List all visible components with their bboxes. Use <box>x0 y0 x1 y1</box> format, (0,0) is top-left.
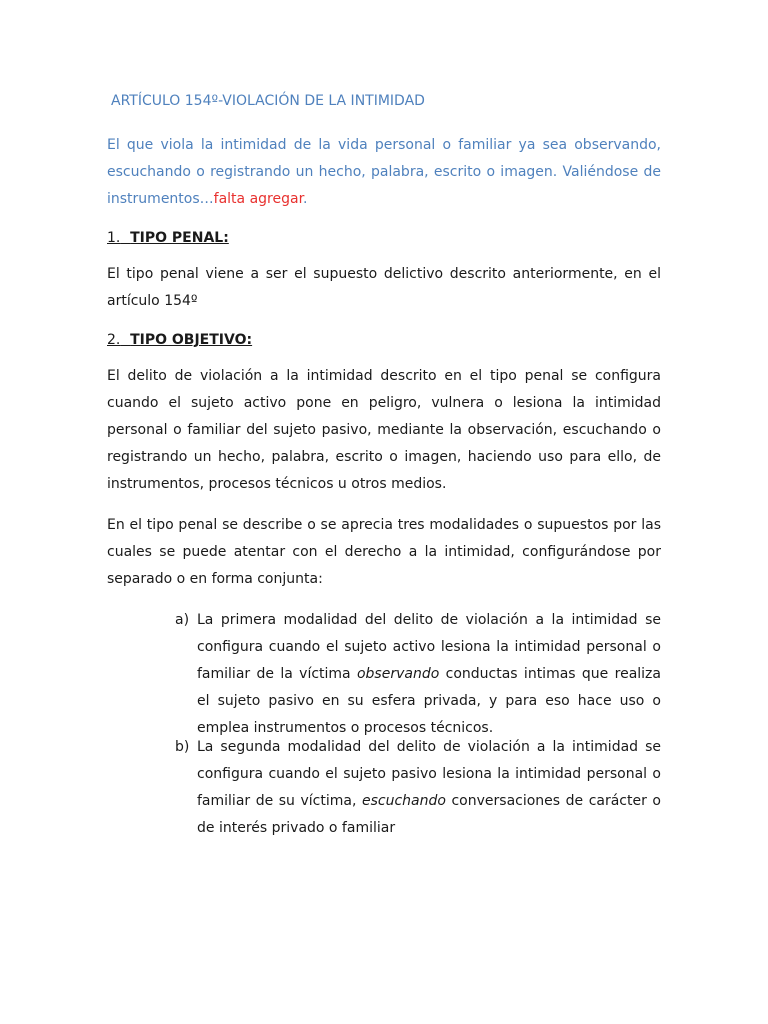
intro-paragraph <box>107 132 661 213</box>
pending-note: falta agregar <box>213 191 304 207</box>
intro-end: . <box>303 191 308 207</box>
modalities-list <box>107 607 661 842</box>
document-content <box>107 90 661 842</box>
list-marker: a) <box>175 612 190 628</box>
tipo-penal-paragraph: El tipo penal viene a ser el supuesto delictivo descrito anteriormente, en el artículo 154º <box>107 266 661 309</box>
section-heading-tipo-penal <box>107 227 661 249</box>
list-item-emphasis: observando <box>356 666 440 682</box>
section-number: 2. <box>107 332 121 348</box>
tipo-objetivo-paragraph-2: En el tipo penal se describe o se aprecia tres modalidades o supuestos por las cuales se puede atentar con el derecho a la intimidad, configurándose por separado o en forma conjunta: <box>107 517 661 587</box>
list-marker: b) <box>175 739 190 755</box>
list-item-text-end: conductas intimas que realiza el sujeto pasivo en su esfera privada, y para eso hace uso o emplea instrumentos o procesos técnicos. <box>197 666 661 736</box>
list-item <box>107 607 661 742</box>
list-item-text: La segunda modalidad del delito de violación a la intimidad se configura cuando el sujeto pasivo lesiona la intimidad personal o familiar de su víctima, <box>197 739 661 809</box>
list-item <box>107 734 661 842</box>
list-item-emphasis: escuchando <box>361 793 446 809</box>
section-heading-text: TIPO OBJETIVO: <box>130 332 253 348</box>
intro-text: El que viola la intimidad de la vida personal o familiar ya sea observando, escuchando o registrando un hecho, palabra, escrito o imagen. Valiéndose de instrumentos… <box>107 137 661 207</box>
section-heading-tipo-objetivo <box>107 329 661 351</box>
section-number: 1. <box>107 230 121 246</box>
list-item-text: La primera modalidad del delito de violación a la intimidad se configura cuando el sujeto activo lesiona la intimidad personal o familiar de la víctima <box>197 612 661 682</box>
list-item-text-end: conversaciones de carácter o de interés privado o familiar <box>197 793 661 836</box>
tipo-objetivo-paragraph-1: El delito de violación a la intimidad descrito en el tipo penal se configura cuando el sujeto activo pone en peligro, vulnera o lesiona la intimidad personal o familiar del sujeto pasivo, mediante la observación, escuchando o registrando un hecho, palabra, escrito o imagen, haciendo uso para ello, de instrumentos, procesos técnicos u otros medios. <box>107 368 661 492</box>
article-title: ARTÍCULO 154º-VIOLACIÓN DE LA INTIMIDAD <box>111 93 425 109</box>
section-heading-text: TIPO PENAL: <box>130 230 229 246</box>
